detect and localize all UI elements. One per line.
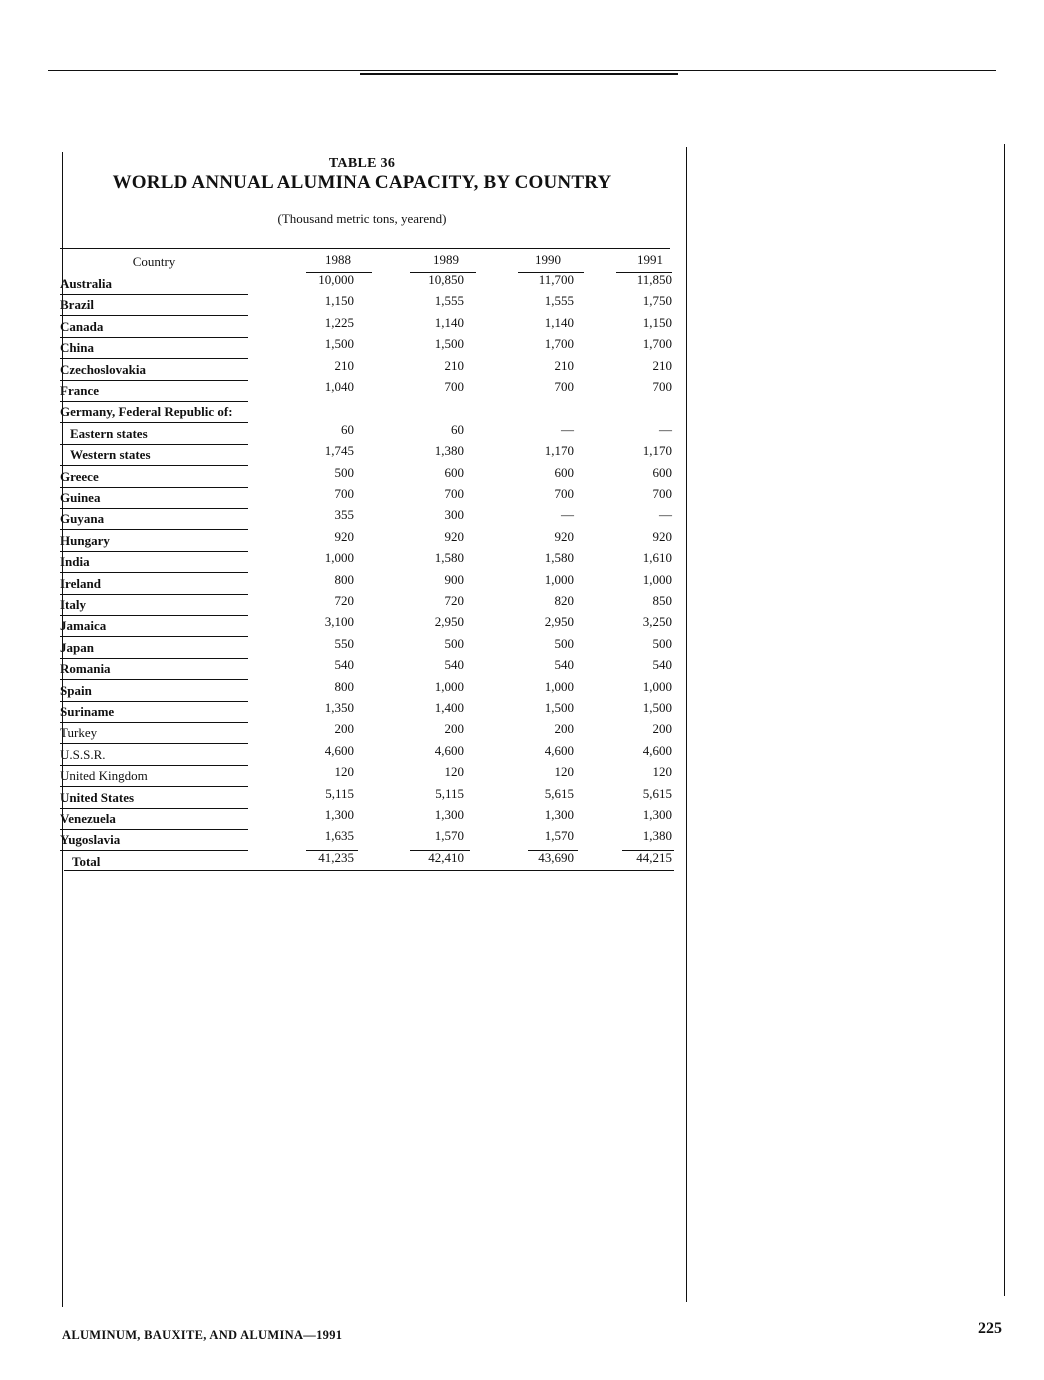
country-label: India bbox=[60, 554, 90, 570]
country-label: Italy bbox=[60, 597, 86, 612]
value-cell: 1,750 bbox=[642, 293, 672, 309]
value-cell: 4,600 bbox=[324, 742, 354, 758]
table-row bbox=[60, 593, 670, 614]
country-label: Brazil bbox=[60, 297, 94, 313]
value-cell: 3,250 bbox=[642, 614, 672, 630]
value-cell: 700 bbox=[444, 379, 464, 394]
value-cell: 700 bbox=[554, 486, 574, 501]
total-label: Total bbox=[72, 853, 101, 869]
value-cell: — bbox=[561, 421, 574, 437]
value-cell: 700 bbox=[652, 379, 672, 394]
country-label: United States bbox=[60, 789, 135, 805]
country-label: Western states bbox=[70, 447, 151, 463]
value-cell: 920 bbox=[444, 528, 464, 544]
country-label: Australia bbox=[60, 276, 112, 291]
value-cell: 1,225 bbox=[324, 314, 354, 330]
value-cell: 200 bbox=[334, 721, 354, 737]
table-row bbox=[60, 679, 670, 700]
value-cell: 1,700 bbox=[642, 336, 672, 352]
table-row bbox=[60, 807, 670, 828]
value-cell: 920 bbox=[554, 528, 574, 544]
value-cell: 5,615 bbox=[642, 785, 672, 801]
value-cell: 1,000 bbox=[642, 678, 672, 694]
value-cell: 1,610 bbox=[642, 550, 672, 566]
country-label: Greece bbox=[60, 468, 99, 484]
table-row bbox=[60, 465, 670, 486]
value-cell: 300 bbox=[444, 507, 464, 523]
value-cell: 4,600 bbox=[544, 742, 574, 758]
value-cell: 500 bbox=[554, 635, 574, 651]
table-row bbox=[60, 572, 670, 593]
table-number: TABLE 36 bbox=[328, 156, 396, 171]
table-row bbox=[60, 529, 670, 550]
value-cell: 1,300 bbox=[544, 807, 574, 822]
value-cell: 1,140 bbox=[544, 314, 574, 330]
value-cell: 1,350 bbox=[324, 700, 354, 715]
value-cell: 1,000 bbox=[544, 678, 574, 694]
table-row bbox=[60, 293, 670, 314]
value-cell: 700 bbox=[652, 486, 672, 501]
value-cell: 1,000 bbox=[642, 571, 672, 587]
middle-column-rule bbox=[686, 147, 687, 1302]
table-row bbox=[60, 614, 670, 635]
table-row bbox=[60, 786, 670, 807]
value-cell: 1,040 bbox=[324, 379, 354, 394]
value-cell: 210 bbox=[652, 357, 672, 373]
value-cell: 920 bbox=[334, 528, 354, 544]
country-label: Guinea bbox=[60, 490, 101, 505]
value-cell: 600 bbox=[652, 464, 672, 480]
country-label: Hungary bbox=[60, 532, 110, 548]
table-row bbox=[60, 358, 670, 379]
value-cell: 210 bbox=[444, 357, 464, 373]
country-label: Germany, Federal Republic of: bbox=[60, 404, 233, 420]
country-label: Spain bbox=[60, 682, 92, 698]
value-cell: 1,500 bbox=[434, 336, 464, 352]
header-1991: 1991 bbox=[637, 252, 663, 267]
country-label: U.S.S.R. bbox=[60, 746, 106, 762]
table-row bbox=[60, 336, 670, 357]
value-cell: 11,850 bbox=[636, 272, 672, 287]
header-1990: 1990 bbox=[535, 252, 561, 267]
table-row bbox=[60, 550, 670, 571]
value-cell: 120 bbox=[554, 764, 574, 780]
value-cell: 1,150 bbox=[642, 314, 672, 330]
value-cell: 1,000 bbox=[544, 571, 574, 587]
table-row bbox=[60, 636, 670, 657]
value-cell: 11,700 bbox=[538, 272, 574, 287]
top-rule bbox=[48, 70, 996, 71]
value-cell: 800 bbox=[334, 571, 354, 587]
value-cell: 200 bbox=[652, 721, 672, 737]
country-label: Romania bbox=[60, 661, 111, 677]
value-cell: 2,950 bbox=[434, 614, 464, 630]
value-cell: 800 bbox=[334, 678, 354, 694]
value-cell: 1,700 bbox=[544, 336, 574, 352]
value-cell: 540 bbox=[554, 657, 574, 673]
table-row bbox=[60, 400, 670, 421]
table-row bbox=[60, 700, 670, 721]
table-row bbox=[60, 315, 670, 336]
value-cell: 540 bbox=[652, 657, 672, 673]
total-row bbox=[60, 850, 670, 871]
table-row bbox=[60, 486, 670, 507]
value-cell: 700 bbox=[554, 379, 574, 394]
value-cell: 1,500 bbox=[324, 336, 354, 352]
value-cell: 720 bbox=[444, 593, 464, 608]
table-row bbox=[60, 422, 670, 443]
country-label: Czechoslovakia bbox=[60, 361, 146, 377]
value-cell: 3,100 bbox=[324, 614, 354, 630]
value-cell: — bbox=[659, 421, 672, 437]
country-label: France bbox=[60, 383, 99, 398]
running-title: ALUMINUM, BAUXITE, AND ALUMINA—1991 bbox=[62, 1328, 343, 1342]
value-cell: 1,555 bbox=[434, 293, 464, 309]
value-cell: 1,300 bbox=[642, 807, 672, 822]
country-label: Jamaica bbox=[60, 618, 107, 634]
country-label: Japan bbox=[60, 639, 94, 655]
value-cell: 120 bbox=[334, 764, 354, 780]
table-row bbox=[60, 657, 670, 678]
value-cell: 1,150 bbox=[324, 293, 354, 309]
value-cell: 700 bbox=[444, 486, 464, 501]
value-cell: 1,140 bbox=[434, 314, 464, 330]
total-value: 44,215 bbox=[636, 849, 672, 865]
value-cell: 500 bbox=[652, 635, 672, 651]
value-cell: 920 bbox=[652, 528, 672, 544]
header-1989: 1989 bbox=[433, 252, 459, 267]
table-row bbox=[60, 443, 670, 464]
value-cell: 120 bbox=[444, 764, 464, 780]
header-top-rule bbox=[60, 248, 670, 249]
total-value: 43,690 bbox=[538, 849, 574, 865]
value-cell: 700 bbox=[334, 486, 354, 501]
value-cell: — bbox=[659, 507, 672, 523]
total-value: 42,410 bbox=[428, 849, 464, 865]
value-cell: 1,400 bbox=[434, 700, 464, 715]
value-cell: 4,600 bbox=[434, 742, 464, 758]
value-cell: 200 bbox=[554, 721, 574, 737]
value-cell: 5,615 bbox=[544, 785, 574, 801]
country-label: Canada bbox=[60, 318, 104, 334]
value-cell: 1,300 bbox=[434, 807, 464, 822]
value-cell: 60 bbox=[341, 421, 354, 437]
value-cell: 600 bbox=[444, 464, 464, 480]
value-cell: 10,850 bbox=[428, 272, 464, 287]
value-cell: 550 bbox=[334, 635, 354, 651]
country-label: China bbox=[60, 340, 94, 356]
value-cell: — bbox=[561, 507, 574, 523]
table-row bbox=[60, 764, 670, 785]
total-value: 41,235 bbox=[318, 849, 354, 865]
value-cell: 4,600 bbox=[642, 742, 672, 758]
value-cell: 200 bbox=[444, 721, 464, 737]
table-bottom-rule bbox=[64, 870, 674, 871]
page-number: 225 bbox=[978, 1320, 1002, 1337]
value-cell: 1,570 bbox=[434, 828, 464, 844]
country-label: Guyana bbox=[60, 511, 105, 527]
value-cell: 1,500 bbox=[642, 700, 672, 715]
right-column-rule bbox=[1004, 144, 1005, 1296]
value-cell: 540 bbox=[334, 657, 354, 673]
value-cell: 1,635 bbox=[324, 828, 354, 844]
table-row bbox=[60, 507, 670, 528]
value-cell: 1,170 bbox=[544, 443, 574, 459]
value-cell: 210 bbox=[554, 357, 574, 373]
value-cell: 500 bbox=[444, 635, 464, 651]
value-cell: 5,115 bbox=[435, 785, 464, 801]
country-label: Eastern states bbox=[70, 425, 148, 441]
value-cell: 900 bbox=[444, 571, 464, 587]
value-cell: 500 bbox=[334, 464, 354, 480]
table-row bbox=[60, 272, 670, 293]
value-cell: 1,380 bbox=[434, 443, 464, 459]
value-cell: 60 bbox=[451, 421, 464, 437]
value-cell: 1,000 bbox=[324, 550, 354, 566]
table-subtitle: (Thousand metric tons, yearend) bbox=[277, 211, 447, 226]
value-cell: 10,000 bbox=[318, 272, 354, 287]
value-cell: 1,745 bbox=[324, 443, 354, 459]
country-label: Yugoslavia bbox=[60, 832, 121, 848]
value-cell: 820 bbox=[554, 593, 574, 608]
header-1988: 1988 bbox=[325, 252, 351, 267]
country-label: Ireland bbox=[60, 575, 101, 591]
value-cell: 355 bbox=[334, 507, 354, 523]
value-cell: 1,380 bbox=[642, 828, 672, 844]
value-cell: 1,000 bbox=[434, 678, 464, 694]
value-cell: 1,570 bbox=[544, 828, 574, 844]
top-rule-accent bbox=[360, 73, 678, 75]
table-row bbox=[60, 721, 670, 742]
value-cell: 600 bbox=[554, 464, 574, 480]
value-cell: 1,500 bbox=[544, 700, 574, 715]
value-cell: 850 bbox=[652, 593, 672, 608]
value-cell: 5,115 bbox=[325, 785, 354, 801]
header-country: Country bbox=[132, 254, 176, 269]
value-cell: 720 bbox=[334, 593, 354, 608]
table-row bbox=[60, 379, 670, 400]
value-cell: 1,300 bbox=[324, 807, 354, 822]
table-title: WORLD ANNUAL ALUMINA CAPACITY, BY COUNTRY bbox=[112, 172, 612, 193]
table-row bbox=[60, 743, 670, 764]
country-label: Suriname bbox=[60, 704, 115, 719]
value-cell: 120 bbox=[652, 764, 672, 780]
country-label: United Kingdom bbox=[60, 768, 148, 784]
value-cell: 2,950 bbox=[544, 614, 574, 630]
table-row bbox=[60, 828, 670, 849]
country-label: Turkey bbox=[60, 725, 98, 741]
value-cell: 540 bbox=[444, 657, 464, 673]
value-cell: 1,580 bbox=[434, 550, 464, 566]
country-label: Venezuela bbox=[60, 811, 116, 826]
value-cell: 1,170 bbox=[642, 443, 672, 459]
table-header bbox=[60, 252, 670, 272]
value-cell: 1,555 bbox=[544, 293, 574, 309]
value-cell: 1,580 bbox=[544, 550, 574, 566]
value-cell: 210 bbox=[334, 357, 354, 373]
